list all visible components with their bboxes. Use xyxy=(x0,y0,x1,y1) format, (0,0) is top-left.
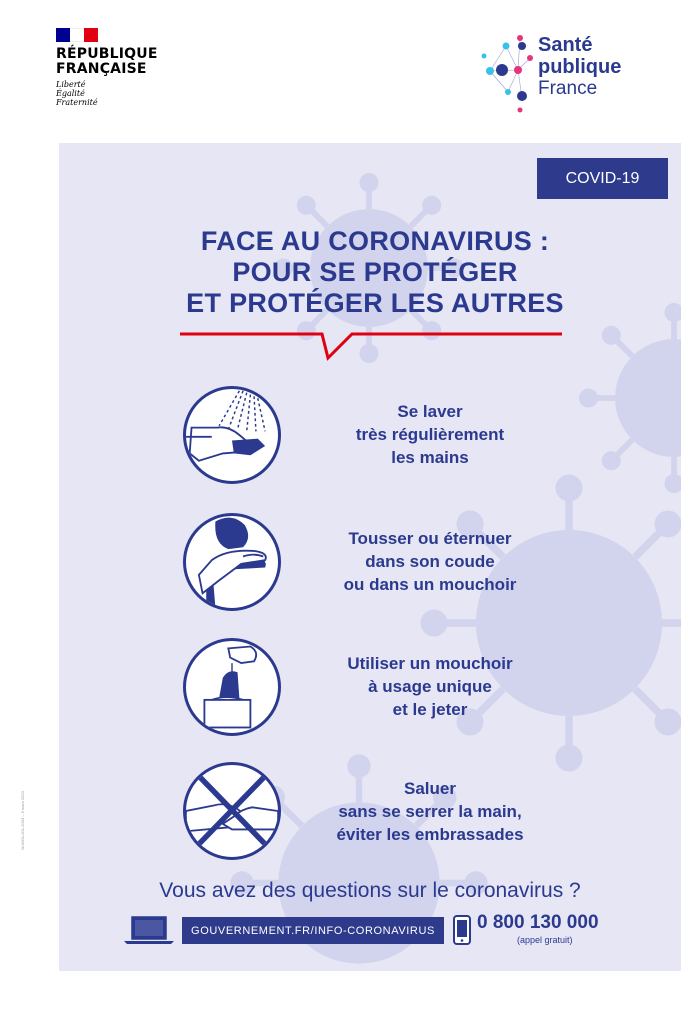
caption-line: éviter les embrassades xyxy=(336,825,524,844)
hotline-note: (appel gratuit) xyxy=(517,935,573,945)
no-handshake-icon xyxy=(183,762,281,860)
gesture-caption-1 xyxy=(310,400,550,469)
speech-bubble-underline xyxy=(180,326,562,366)
poster-title-line1: FACE AU CORONAVIRUS : xyxy=(200,226,550,256)
laptop-icon xyxy=(124,915,174,945)
questions-heading: Vous avez des questions sur le coronavirus ? xyxy=(159,879,581,902)
caption-line: Utiliser un mouchoir xyxy=(347,654,513,673)
french-flag-icon xyxy=(56,28,98,42)
poster-title xyxy=(150,226,600,319)
gesture-caption-2 xyxy=(300,527,560,596)
sante-publique-france-logo xyxy=(478,26,658,116)
republique-motto: Liberté Égalité Fraternité xyxy=(56,80,98,107)
caption-line: à usage unique xyxy=(368,677,492,696)
agency-name-line2: publique xyxy=(538,56,622,78)
caption-line: Saluer xyxy=(404,779,456,798)
molecule-dots-icon xyxy=(478,26,538,116)
republique-title: RÉPUBLIQUE FRANÇAISE xyxy=(56,46,158,77)
virus-background-icon xyxy=(579,303,681,493)
info-coronavirus-link[interactable]: GOUVERNEMENT.FR/INFO-CORONAVIRUS xyxy=(182,917,444,944)
caption-line: et le jeter xyxy=(392,700,468,719)
covid-19-badge: COVID-19 xyxy=(537,158,668,199)
gesture-caption-4 xyxy=(305,777,555,846)
caption-line: Tousser ou éternuer xyxy=(348,529,512,548)
caption-line: ou dans un mouchoir xyxy=(343,575,517,594)
poster-title-line3: ET PROTÉGER LES AUTRES xyxy=(186,288,564,318)
poster-title-line2: POUR SE PROTÉGER xyxy=(232,257,518,287)
caption-line: Se laver xyxy=(397,402,463,421)
smartphone-icon xyxy=(453,915,471,945)
caption-line: dans son coude xyxy=(365,552,495,571)
hand-washing-icon xyxy=(183,386,281,484)
caption-line: sans se serrer la main, xyxy=(338,802,522,821)
document-reference: W-0001-001-2003 – 6 mars 2020 xyxy=(20,791,25,850)
tissue-box-icon xyxy=(183,638,281,736)
cough-in-elbow-icon xyxy=(183,513,281,611)
gesture-caption-3 xyxy=(305,652,555,721)
caption-line: les mains xyxy=(391,448,469,467)
hotline-phone-number[interactable]: 0 800 130 000 xyxy=(477,912,599,933)
republique-francaise-logo xyxy=(56,28,186,107)
agency-name-line3: France xyxy=(538,78,598,99)
caption-line: très régulièrement xyxy=(355,425,505,444)
virus-background-icon xyxy=(419,473,681,773)
agency-name-line1: Santé xyxy=(538,34,593,56)
